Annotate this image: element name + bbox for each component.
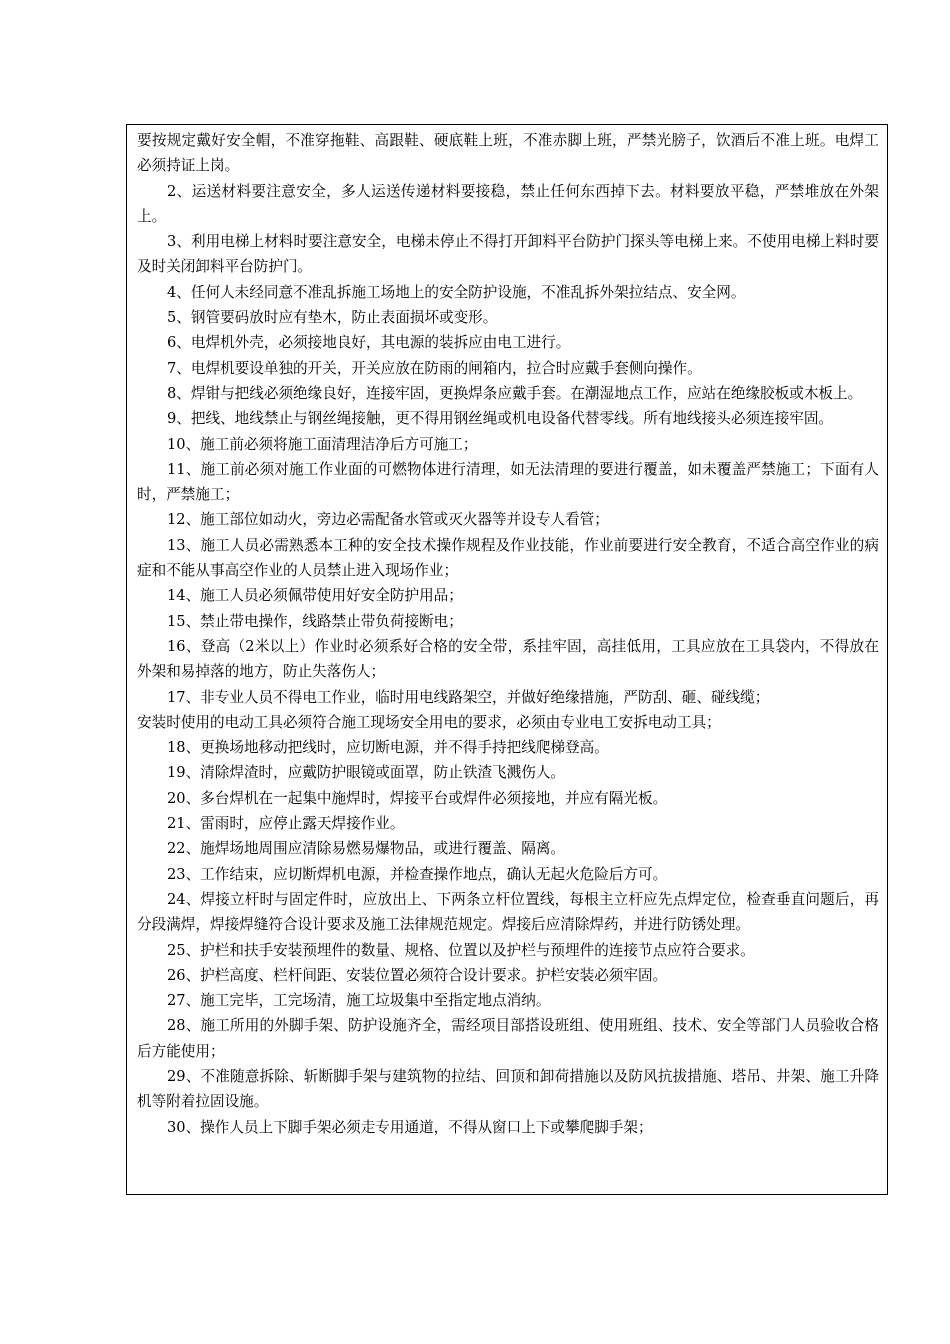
paragraph: 19、清除焊渣时，应戴防护眼镜或面罩，防止铁渣飞溅伤人。 xyxy=(167,764,566,782)
paragraph: 要按规定戴好安全帽，不准穿拖鞋、高跟鞋、硬底鞋上班，不准赤脚上班，严禁光膀子，饮酒后不准上班。电焊工必须持证上岗。 xyxy=(137,132,879,175)
document-content-box xyxy=(126,124,888,1195)
paragraph: 15、禁止带电操作，线路禁止带负荷接断电； xyxy=(167,612,463,630)
paragraph: 26、护栏高度、栏杆间距、安装位置必须符合设计要求。护栏安装必须牢固。 xyxy=(167,966,668,984)
paragraph: 29、不准随意拆除、斩断脚手架与建筑物的拉结、回顶和卸荷措施以及防风抗拔措施、塔吊、井架、施工升降机等附着拉固设施。 xyxy=(137,1067,879,1111)
paragraph: 30、操作人员上下脚手架必须走专用通道，不得从窗口上下或攀爬脚手架； xyxy=(167,1118,653,1136)
paragraph: 14、施工人员必须佩带使用好安全防护用品； xyxy=(167,587,463,605)
paragraph: 11、施工前必须对施工作业面的可燃物体进行清理，如无法清理的要进行覆盖，如未覆盖严禁施工；下面有人时，严禁施工； xyxy=(137,460,879,504)
paragraph: 9、把线、地线禁止与钢丝绳接触，更不得用钢丝绳或机电设备代替零线。所有地线接头必须连接牢固。 xyxy=(167,410,834,428)
paragraph: 3、利用电梯上材料时要注意安全，电梯未停止不得打开卸料平台防护门探头等电梯上来。不使用电梯上料时要及时关闭卸料平台防护门。 xyxy=(137,233,879,276)
paragraph: 25、护栏和扶手安装预埋件的数量、规格、位置以及护栏与预埋件的连接节点应符合要求。 xyxy=(167,941,755,959)
paragraph: 10、施工前必须将施工面清理洁净后方可施工； xyxy=(167,435,478,453)
paragraph: 27、施工完毕，工完场清，施工垃圾集中至指定地点消纳。 xyxy=(167,992,551,1010)
paragraph: 6、电焊机外壳，必须接地良好，其电源的装拆应由电工进行。 xyxy=(167,334,571,352)
paragraph: 7、电焊机要设单独的开关，开关应放在防雨的闸箱内，拉合时应戴手套侧向操作。 xyxy=(167,359,702,377)
paragraph: 18、更换场地移动把线时，应切断电源，并不得手持把线爬梯登高。 xyxy=(167,739,609,757)
paragraph: 安装时使用的电动工具必须符合施工现场安全用电的要求，必须由专业电工安拆电动工具； xyxy=(137,713,721,731)
paragraph: 2、运送材料要注意安全，多人运送传递材料要接稳，禁止任何东西掉下去。材料要放平稳，严禁堆放在外架上。 xyxy=(137,182,879,225)
paragraph: 24、焊接立杆时与固定件时，应放出上、下两条立杆位置线，每根主立杆应先点焊定位，检查垂直问题后，再分段满焊，焊接焊缝符合设计要求及施工法律规范规定。焊接后应清除焊药，并进行防锈处理。 xyxy=(137,890,879,934)
paragraph: 28、施工所用的外脚手架、防护设施齐全，需经项目部搭设班组、使用班组、技术、安全等部门人员验收合格后方能使用； xyxy=(137,1017,879,1060)
paragraph: 4、任何人未经同意不准乱拆施工场地上的安全防护设施，不准乱拆外架拉结点、安全网。 xyxy=(167,283,746,301)
paragraph: 20、多台焊机在一起集中施焊时，焊接平台或焊件必须接地，并应有隔光板。 xyxy=(167,789,668,807)
paragraph: 17、非专业人员不得电工作业，临时用电线路架空，并做好绝缘措施，严防刮、砸、碰线缆； xyxy=(167,688,770,706)
paragraph: 12、施工部位如动火，旁边必需配备水管或灭火器等并设专人看管； xyxy=(167,511,609,529)
paragraph: 21、雷雨时，应停止露天焊接作业。 xyxy=(167,815,405,833)
paragraph: 22、施焊场地周围应清除易燃易爆物品，或进行覆盖、隔离。 xyxy=(167,840,566,858)
paragraph: 5、钢管要码放时应有垫木，防止表面损坏或变形。 xyxy=(167,309,498,327)
paragraph: 8、焊钳与把线必须绝缘良好，连接牢固，更换焊条应戴手套。在潮湿地点工作，应站在绝缘胶板或木板上。 xyxy=(167,384,863,402)
paragraph: 13、施工人员必需熟悉本工种的安全技术操作规程及作业技能，作业前要进行安全教育，不适合高空作业的病症和不能从事高空作业的人员禁止进入现场作业； xyxy=(137,536,879,580)
paragraph: 23、工作结束，应切断焊机电源，并检查操作地点，确认无起火危险后方可。 xyxy=(167,865,668,883)
paragraph: 16、登高（2米以上）作业时必须系好合格的安全带，系挂牢固，高挂低用，工具应放在工具袋内，不得放在外架和易掉落的地方，防止失落伤人； xyxy=(137,637,879,681)
